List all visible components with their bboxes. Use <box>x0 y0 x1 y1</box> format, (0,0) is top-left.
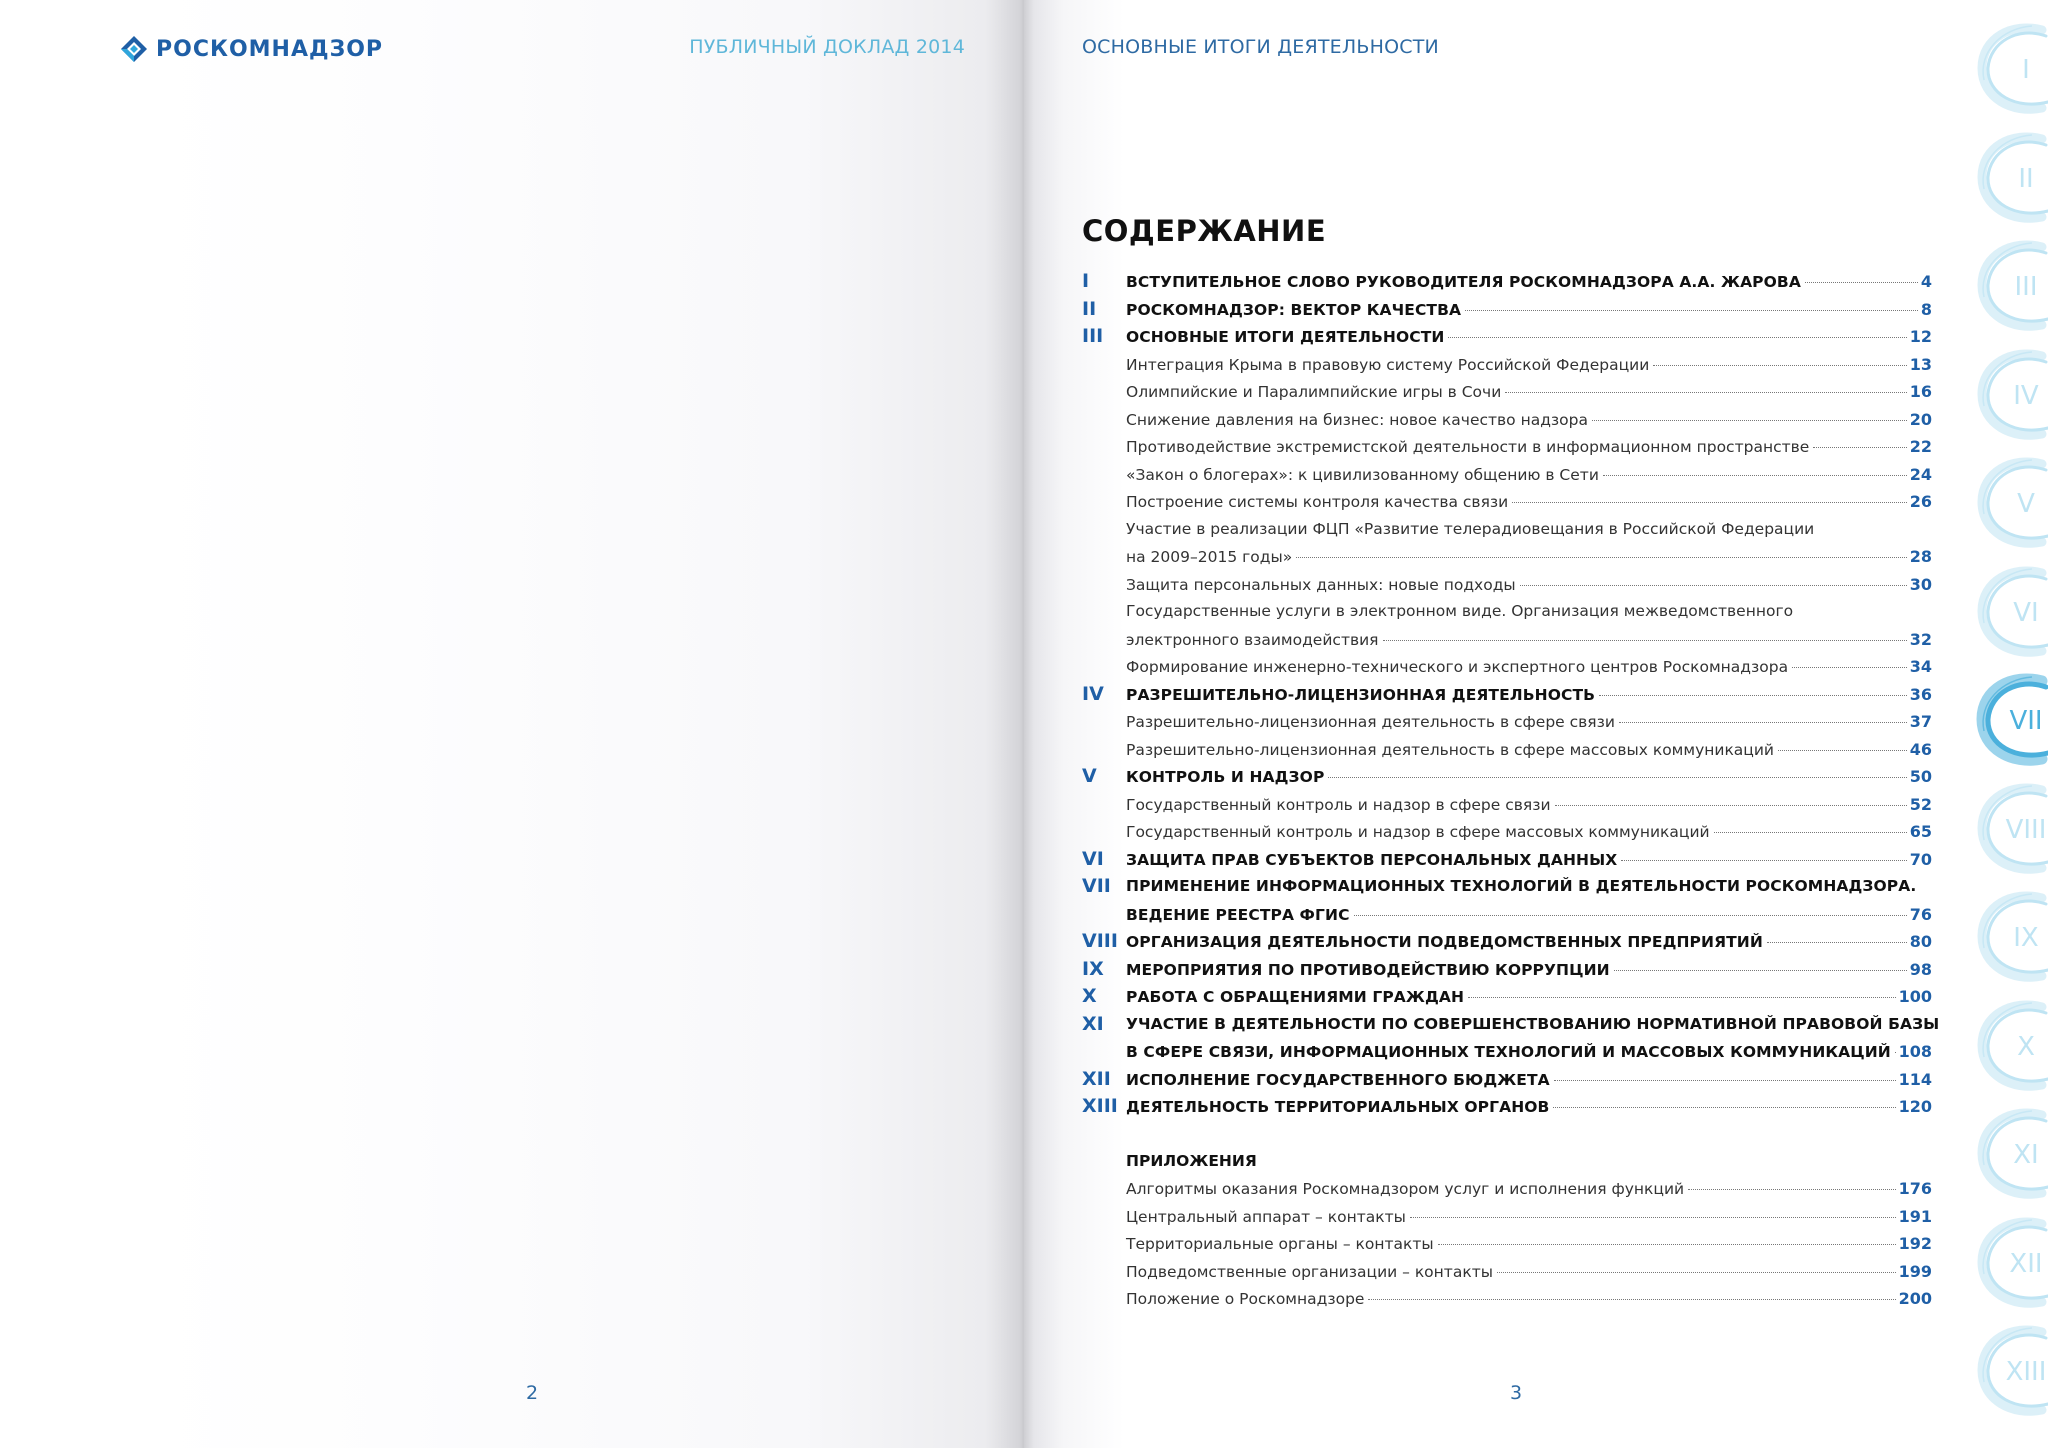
toc-subsection-row[interactable] <box>1082 1258 1932 1286</box>
toc-subsection-row[interactable] <box>1082 818 1932 846</box>
toc-dot-leader <box>1619 722 1907 723</box>
toc-entry-title: Построение системы контроля качества связи <box>1126 493 1509 511</box>
toc-chapter-row[interactable] <box>1082 1011 1940 1039</box>
toc-title: СОДЕРЖАНИЕ <box>1082 214 1327 248</box>
toc-subsection-row[interactable] <box>1082 571 1932 599</box>
brush-circle-icon <box>1972 1212 2048 1312</box>
toc-chapter-number: XI <box>1082 1012 1104 1035</box>
toc-page-number: 80 <box>1909 932 1932 951</box>
brush-circle-icon <box>1972 127 2048 227</box>
toc-entry-title: Разрешительно-лицензионная деятельность в сфере связи <box>1126 713 1615 731</box>
toc-dot-leader <box>1410 1217 1896 1218</box>
toc-entry-title: РАЗРЕШИТЕЛЬНО-ЛИЦЕНЗИОННАЯ ДЕЯТЕЛЬНОСТЬ <box>1126 685 1596 704</box>
toc-chapter-row[interactable] <box>1082 928 1932 956</box>
toc-chapter-number: XIII <box>1082 1095 1118 1117</box>
toc-entry-title: РОСКОМНАДЗОР: ВЕКТОР КАЧЕСТВА <box>1126 300 1462 319</box>
section-tab-label: VI <box>2013 597 2039 628</box>
toc-dot-leader <box>1603 475 1907 476</box>
toc-page-number: 24 <box>1909 464 1932 484</box>
toc-page-number: 22 <box>1909 437 1932 456</box>
toc-chapter-number: IV <box>1082 682 1104 705</box>
toc-dot-leader <box>1505 392 1906 393</box>
toc-subsection-row[interactable] <box>1082 433 1932 461</box>
page-number-right: 3 <box>1509 1382 1523 1404</box>
toc-subsection-row[interactable] <box>1082 791 1932 819</box>
section-tab-label: VII <box>2009 706 2043 736</box>
toc-entry-title: Защита персональных данных: новые подходы <box>1126 575 1516 594</box>
toc-chapter-row[interactable] <box>1082 1038 1932 1066</box>
toc-entry-line <box>1126 488 1932 517</box>
toc-entry-line <box>1126 433 1932 462</box>
toc-subsection-row[interactable] <box>1082 488 1932 516</box>
toc-entry-line <box>1126 791 1932 820</box>
toc-entry-title: ОРГАНИЗАЦИЯ ДЕЯТЕЛЬНОСТИ ПОДВЕДОМСТВЕННЫХ ПРЕДПРИЯТИЙ <box>1126 933 1763 951</box>
toc-dot-leader <box>1714 832 1907 833</box>
toc-chapter-number: IX <box>1082 957 1104 980</box>
toc-subsection-row[interactable] <box>1082 1175 1932 1203</box>
toc-entry-line <box>1126 543 1932 572</box>
toc-entry-line <box>1126 516 1932 544</box>
section-header: ОСНОВНЫЕ ИТОГИ ДЕЯТЕЛЬНОСТИ <box>1082 36 1439 58</box>
toc-entry-line <box>1126 928 1932 957</box>
toc-chapter-row[interactable] <box>1082 296 1932 324</box>
toc-entry-title: на 2009–2015 годы» <box>1126 548 1293 566</box>
brush-circle-icon <box>1972 669 2048 769</box>
toc-subsection-row[interactable] <box>1082 516 1932 544</box>
toc-dot-leader <box>1296 557 1907 558</box>
toc-chapter-row[interactable] <box>1082 956 1932 984</box>
toc-entry-line <box>1126 406 1932 435</box>
section-tabs <box>1972 18 2048 1438</box>
toc-entry-title: электронного взаимодействия <box>1126 630 1379 649</box>
toc-entry-title: Снижение давления на бизнес: новое качество надзора <box>1126 410 1588 429</box>
toc-page-number: 65 <box>1909 822 1932 841</box>
toc-entry-line <box>1126 1038 1932 1067</box>
toc-page-number: 13 <box>1909 354 1932 374</box>
toc-page-number: 34 <box>1909 657 1932 676</box>
toc-entry-title: РАБОТА С ОБРАЩЕНИЯМИ ГРАЖДАН <box>1126 988 1465 1006</box>
toc-subsection-row[interactable] <box>1082 598 1932 626</box>
toc-entry-line <box>1126 1066 1932 1095</box>
toc-entry-title: Государственные услуги в электронном виде. Организация межведомственного <box>1126 602 1794 620</box>
toc-entry-line <box>1126 571 1932 600</box>
toc-page-number: 76 <box>1909 904 1932 924</box>
toc-subsection-row[interactable] <box>1082 351 1932 379</box>
toc-subsection-row[interactable] <box>1082 461 1932 489</box>
toc-dot-leader <box>1614 970 1907 971</box>
toc-page-number: 16 <box>1909 382 1932 401</box>
roskomnadzor-logo <box>120 34 383 64</box>
toc-chapter-number: V <box>1082 765 1097 787</box>
toc-dot-leader <box>1621 860 1906 861</box>
toc-entry-title: ДЕЯТЕЛЬНОСТЬ ТЕРРИТОРИАЛЬНЫХ ОРГАНОВ <box>1126 1098 1550 1116</box>
logo-text: РОСКОМНАДЗОР <box>156 36 384 62</box>
brush-circle-icon <box>1972 235 2048 335</box>
toc-page-number: 108 <box>1898 1042 1932 1061</box>
toc-entry-title: КОНТРОЛЬ И НАДЗОР <box>1126 768 1325 786</box>
toc-page-number: 191 <box>1898 1206 1932 1226</box>
toc-entry-line <box>1126 708 1932 737</box>
brush-circle-icon <box>1972 886 2048 986</box>
section-tab-xi[interactable] <box>1972 1103 2048 1203</box>
toc-entry-title: Формирование инженерно-технического и экспертного центров Роскомнадзора <box>1126 658 1789 676</box>
toc-entry-title: ВСТУПИТЕЛЬНОЕ СЛОВО РУКОВОДИТЕЛЯ РОСКОМНАДЗОРА А.А. ЖАРОВА <box>1126 273 1801 291</box>
toc-dot-leader <box>1465 310 1918 311</box>
toc-entry-title: Подведомственные организации – контакты <box>1126 1262 1493 1281</box>
appendix-heading-line <box>1126 1148 1932 1176</box>
toc-entry-line <box>1126 1093 1932 1122</box>
brush-circle-icon <box>1972 1320 2048 1420</box>
section-tab-ii[interactable] <box>1972 127 2048 227</box>
toc-dot-leader <box>1688 1189 1895 1190</box>
toc-page-number: 114 <box>1898 1069 1932 1089</box>
toc-dot-leader <box>1468 997 1896 998</box>
right-page <box>1024 0 2048 1448</box>
toc-dot-leader <box>1328 777 1906 778</box>
toc-entry-title: Участие в реализации ФЦП «Развитие телерадиовещания в Российской Федерации <box>1126 519 1815 538</box>
appendix-heading: ПРИЛОЖЕНИЯ <box>1126 1151 1257 1170</box>
toc-entry-line <box>1126 1011 1940 1039</box>
toc-page-number: 28 <box>1909 547 1932 566</box>
toc-page-number: 4 <box>1920 272 1932 291</box>
toc-dot-leader <box>1895 1052 1896 1053</box>
toc-dot-leader <box>1653 365 1906 366</box>
toc-chapter-row[interactable] <box>1082 901 1932 929</box>
toc-entry-title: В СФЕРЕ СВЯЗИ, ИНФОРМАЦИОННЫХ ТЕХНОЛОГИЙ И МАССОВЫХ КОММУНИКАЦИЙ <box>1126 1043 1891 1061</box>
toc-subsection-row[interactable] <box>1082 543 1932 571</box>
toc-entry-line <box>1126 378 1932 407</box>
toc-entry-title: Центральный аппарат – контакты <box>1126 1207 1406 1226</box>
section-tab-vii[interactable] <box>1972 669 2048 769</box>
toc-entry-line <box>1126 626 1932 655</box>
toc-entry-title: УЧАСТИЕ В ДЕЯТЕЛЬНОСТИ ПО СОВЕРШЕНСТВОВАНИЮ НОРМАТИВНОЙ ПРАВОВОЙ БАЗЫ <box>1126 1014 1940 1033</box>
toc-page-number: 120 <box>1898 1097 1932 1116</box>
toc-dot-leader <box>1792 667 1907 668</box>
toc-subsection-row[interactable] <box>1082 1203 1932 1231</box>
section-tab-label: IX <box>2013 923 2039 953</box>
toc-page-number: 192 <box>1898 1234 1932 1253</box>
toc-dot-leader <box>1448 337 1906 338</box>
toc-chapter-row[interactable] <box>1082 846 1932 874</box>
section-tab-label: VIII <box>2005 814 2047 845</box>
toc-entry-line <box>1126 653 1932 682</box>
toc-chapter-number: I <box>1082 270 1090 292</box>
section-tab-i[interactable] <box>1972 18 2048 118</box>
section-tab-label: XII <box>2009 1248 2043 1279</box>
toc-entry-title: ИСПОЛНЕНИЕ ГОСУДАРСТВЕННОГО БЮДЖЕТА <box>1126 1070 1550 1089</box>
section-tab-iii[interactable] <box>1972 235 2048 335</box>
toc-subsection-row[interactable] <box>1082 378 1932 406</box>
brush-circle-icon <box>1972 778 2048 878</box>
toc-entry-line <box>1126 323 1932 352</box>
toc-entry-line <box>1126 1230 1932 1259</box>
section-tab-label: I <box>2022 55 2030 85</box>
toc-page-number: 30 <box>1909 574 1932 594</box>
appendix-heading-row <box>1082 1148 1932 1176</box>
section-tab-vi[interactable] <box>1972 561 2048 661</box>
toc-entry-title: Положение о Роскомнадзоре <box>1126 1290 1365 1308</box>
toc-chapter-number: II <box>1082 297 1097 320</box>
section-tab-xii[interactable] <box>1972 1212 2048 1312</box>
toc-entry-line <box>1126 1285 1932 1314</box>
toc-page-number: 70 <box>1909 849 1932 869</box>
toc-dot-leader <box>1599 695 1907 696</box>
logo-diamond-icon <box>120 35 148 63</box>
section-tab-label: XI <box>2013 1140 2039 1170</box>
toc-chapter-row[interactable] <box>1082 681 1932 709</box>
toc-page-number: 176 <box>1898 1179 1932 1198</box>
section-tab-label: X <box>2017 1031 2035 1062</box>
brush-circle-icon <box>1972 1103 2048 1203</box>
toc-entry-line <box>1126 901 1932 930</box>
toc-dot-leader <box>1553 1107 1895 1108</box>
toc-dot-leader <box>1813 447 1906 448</box>
toc-page-number: 26 <box>1909 492 1932 511</box>
toc-entry-title: МЕРОПРИЯТИЯ ПО ПРОТИВОДЕЙСТВИЮ КОРРУПЦИИ <box>1126 960 1610 979</box>
toc-subsection-row[interactable] <box>1082 653 1932 681</box>
section-tab-xiii[interactable] <box>1972 1320 2048 1420</box>
toc-page-number: 36 <box>1909 684 1932 704</box>
toc-subsection-row[interactable] <box>1082 708 1932 736</box>
toc-entry-title: Разрешительно-лицензионная деятельность в сфере массовых коммуникаций <box>1126 740 1775 759</box>
toc-chapter-row[interactable] <box>1082 1066 1932 1094</box>
section-tab-label: III <box>2014 272 2038 302</box>
toc-page-number: 46 <box>1909 739 1932 759</box>
section-tab-x[interactable] <box>1972 995 2048 1095</box>
toc-subsection-row[interactable] <box>1082 406 1932 434</box>
toc-entry-title: ОСНОВНЫЕ ИТОГИ ДЕЯТЕЛЬНОСТИ <box>1126 328 1445 346</box>
brush-circle-icon <box>1972 18 2048 118</box>
toc-chapter-row[interactable] <box>1082 983 1932 1011</box>
toc-chapter-row[interactable] <box>1082 268 1932 296</box>
toc-entry-line <box>1126 268 1932 297</box>
toc-entry-line <box>1126 956 1932 985</box>
toc-entry-line <box>1126 1203 1932 1232</box>
toc-dot-leader <box>1767 942 1907 943</box>
toc-spacer <box>1082 1121 1932 1148</box>
section-tab-label: IV <box>2013 380 2039 411</box>
toc-chapter-row[interactable] <box>1082 323 1932 351</box>
toc-entry-line <box>1126 846 1932 875</box>
toc-entry-title: Государственный контроль и надзор в сфере связи <box>1126 795 1551 814</box>
toc-dot-leader <box>1368 1299 1895 1300</box>
toc-entry-title: ПРИМЕНЕНИЕ ИНФОРМАЦИОННЫХ ТЕХНОЛОГИЙ В ДЕЯТЕЛЬНОСТИ РОСКОМНАДЗОРА. <box>1126 877 1917 895</box>
toc-entry-title: Интеграция Крыма в правовую систему Российской Федерации <box>1126 355 1650 374</box>
toc-dot-leader <box>1438 1244 1896 1245</box>
toc-dot-leader <box>1354 915 1907 916</box>
toc-chapter-number: VII <box>1082 875 1111 897</box>
toc-page-number: 100 <box>1898 987 1932 1006</box>
toc-entry-line <box>1126 736 1932 765</box>
toc-dot-leader <box>1497 1272 1896 1273</box>
toc-page-number: 98 <box>1909 959 1932 979</box>
toc-page-number: 20 <box>1909 409 1932 429</box>
report-header: ПУБЛИЧНЫЙ ДОКЛАД 2014 <box>689 36 965 58</box>
toc-page-number: 50 <box>1909 767 1932 786</box>
toc-page-number: 52 <box>1909 794 1932 814</box>
toc-dot-leader <box>1554 1080 1896 1081</box>
toc-entry-line <box>1126 1175 1932 1204</box>
section-tab-ix[interactable] <box>1972 886 2048 986</box>
toc-page-number: 8 <box>1920 299 1932 319</box>
toc-page-number: 199 <box>1898 1261 1932 1281</box>
toc-chapter-number: X <box>1082 985 1097 1007</box>
toc-dot-leader <box>1512 502 1907 503</box>
toc-entry-line <box>1126 763 1932 792</box>
section-tab-v[interactable] <box>1972 452 2048 552</box>
section-tab-label: XIII <box>2005 1357 2047 1387</box>
toc-dot-leader <box>1778 750 1907 751</box>
toc-chapter-row[interactable] <box>1082 763 1932 791</box>
toc-entry-line <box>1126 1258 1932 1287</box>
toc-entry-title: Олимпийские и Паралимпийские игры в Сочи <box>1126 383 1502 401</box>
toc-entry-title: ВЕДЕНИЕ РЕЕСТРА ФГИС <box>1126 905 1350 924</box>
table-of-contents <box>1082 268 1940 1313</box>
toc-chapter-number: VI <box>1082 847 1104 870</box>
toc-entry-line <box>1126 598 1932 626</box>
toc-entry-title: Алгоритмы оказания Роскомнадзором услуг и исполнения функций <box>1126 1180 1685 1198</box>
toc-chapter-number: VIII <box>1082 930 1118 952</box>
toc-chapter-number: III <box>1082 325 1104 347</box>
toc-dot-leader <box>1592 420 1907 421</box>
toc-subsection-row[interactable] <box>1082 736 1932 764</box>
toc-subsection-row[interactable] <box>1082 626 1932 654</box>
toc-entry-line <box>1126 873 1932 901</box>
toc-entry-line <box>1126 983 1932 1012</box>
toc-page-number: 12 <box>1909 327 1932 346</box>
toc-subsection-row[interactable] <box>1082 1285 1932 1313</box>
toc-page-number: 32 <box>1909 629 1932 649</box>
brush-circle-icon <box>1972 995 2048 1095</box>
page-number-left: 2 <box>525 1382 539 1404</box>
toc-entry-line <box>1126 351 1932 380</box>
toc-entry-title: Государственный контроль и надзор в сфере массовых коммуникаций <box>1126 823 1710 841</box>
section-tab-viii[interactable] <box>1972 778 2048 878</box>
brush-circle-icon <box>1972 452 2048 552</box>
toc-chapter-row[interactable] <box>1082 1093 1932 1121</box>
section-tab-iv[interactable] <box>1972 344 2048 444</box>
toc-chapter-row[interactable] <box>1082 873 1932 901</box>
toc-subsection-row[interactable] <box>1082 1230 1932 1258</box>
section-tab-label: V <box>2017 489 2035 519</box>
toc-entry-line <box>1126 296 1932 325</box>
toc-entry-title: Территориальные органы – контакты <box>1126 1235 1434 1253</box>
section-tab-label: II <box>2018 163 2034 194</box>
toc-page-number: 37 <box>1909 712 1932 731</box>
toc-dot-leader <box>1520 585 1907 586</box>
toc-chapter-number: XII <box>1082 1067 1111 1090</box>
toc-dot-leader <box>1383 640 1907 641</box>
toc-entry-title: ЗАЩИТА ПРАВ СУБЪЕКТОВ ПЕРСОНАЛЬНЫХ ДАННЫХ <box>1126 850 1618 869</box>
toc-entry-line <box>1126 461 1932 490</box>
toc-dot-leader <box>1555 805 1907 806</box>
toc-entry-line <box>1126 681 1932 710</box>
brush-circle-icon <box>1972 561 2048 661</box>
brush-circle-icon <box>1972 344 2048 444</box>
toc-page-number: 200 <box>1898 1289 1932 1308</box>
toc-dot-leader <box>1805 282 1918 283</box>
toc-entry-line <box>1126 818 1932 847</box>
toc-entry-title: Противодействие экстремистской деятельности в информационном пространстве <box>1126 438 1810 456</box>
toc-entry-title: «Закон о блогерах»: к цивилизованному общению в Сети <box>1126 465 1599 484</box>
